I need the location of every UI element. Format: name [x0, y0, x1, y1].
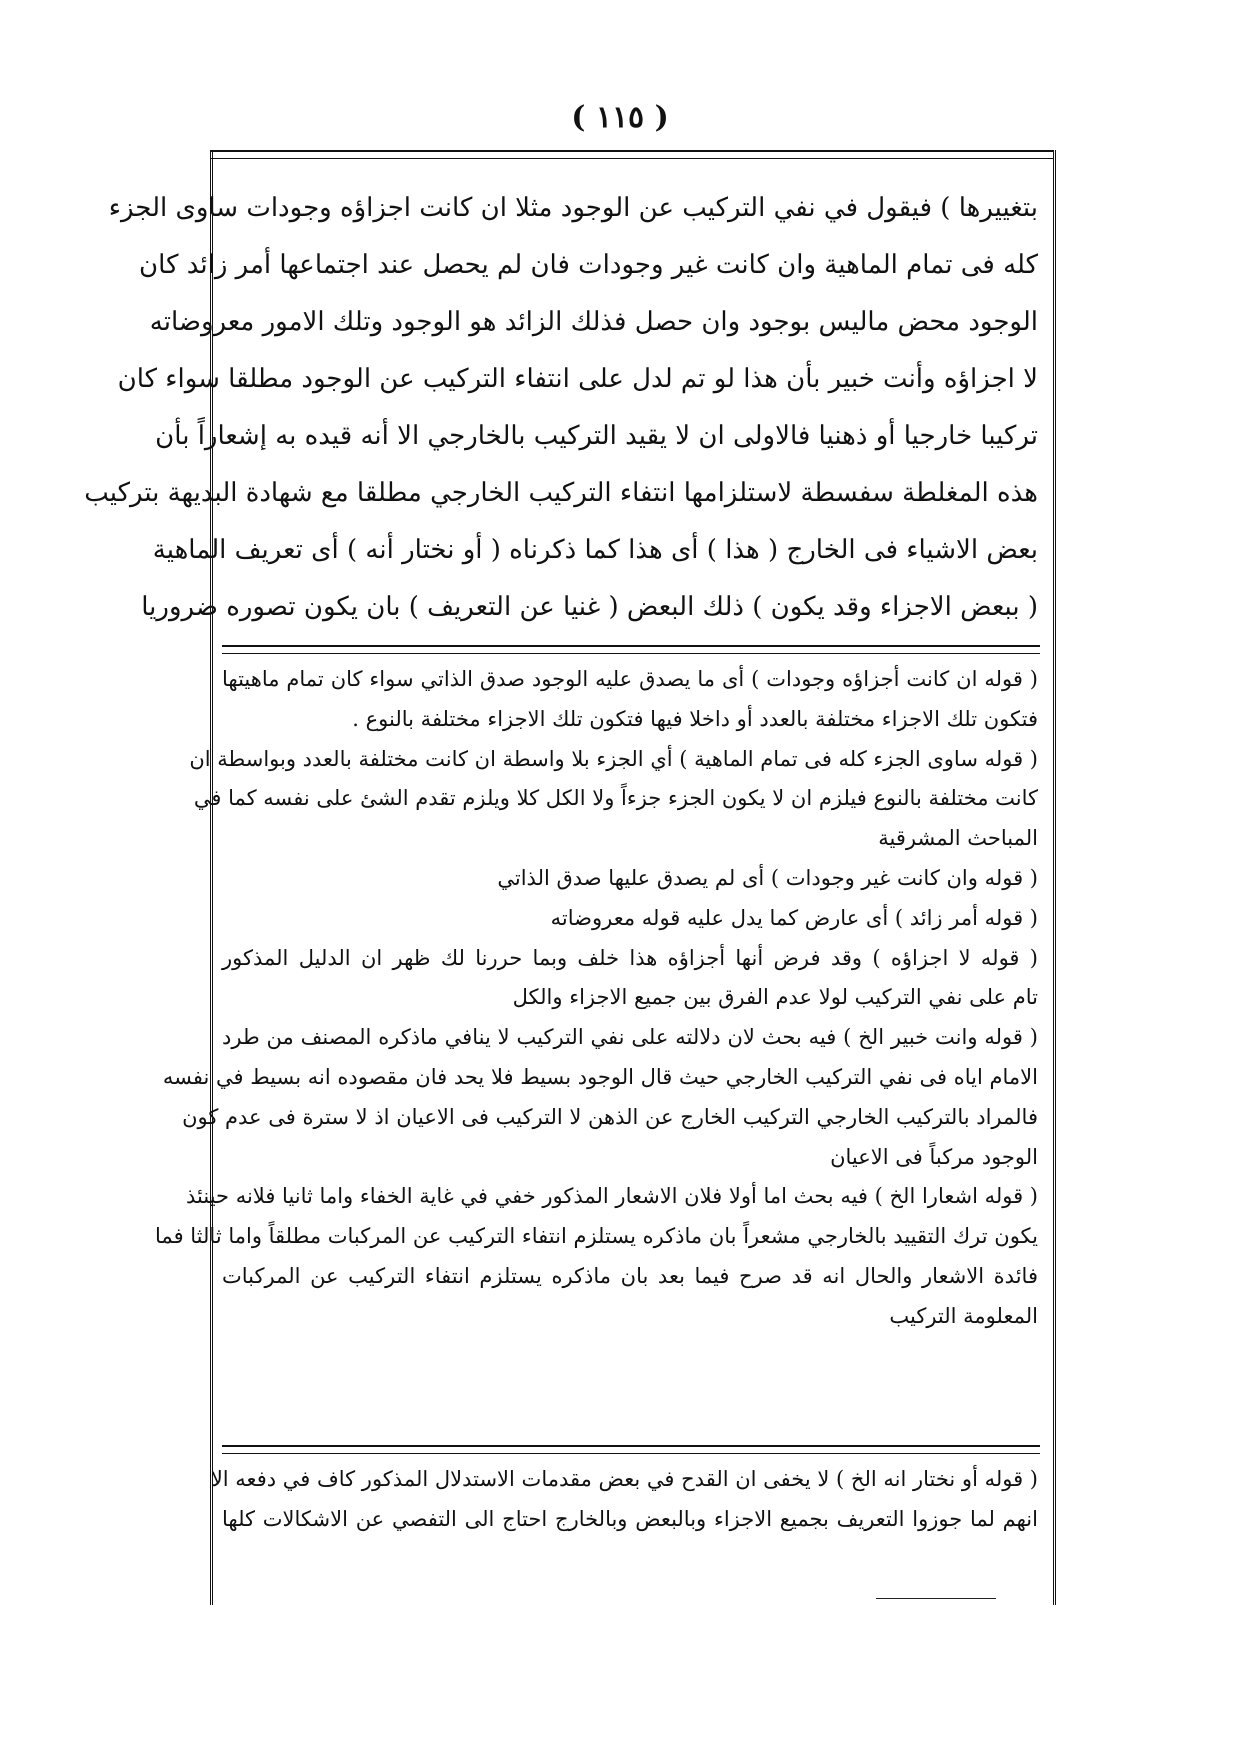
note-line: فائدة الاشعار والحال انه قد صرح فيما بعد بان ماذكره يستلزم انتفاء التركيب عن المركبات	[222, 1263, 1038, 1288]
main-text-line: هذه المغلطة سفسطة لاستلزامها انتفاء التركيب الخارجي مطلقا مع شهادة البديهة بتركيب	[84, 478, 1038, 508]
section-divider	[222, 645, 1040, 654]
note-line: فالمراد بالتركيب الخارجي التركيب الخارج عن الذهن لا التركيب فى الاعيان اذ لا سترة فى عدم كون	[182, 1104, 1038, 1129]
main-text-line: ( ببعض الاجزاء وقد يكون ) ذلك البعض ( غنيا عن التعريف ) بان يكون تصوره ضروريا	[141, 592, 1038, 622]
note-line: ( قوله أمر زائد ) أى عارض كما يدل عليه قوله معروضاته	[550, 905, 1038, 930]
note-line: انهم لما جوزوا التعريف بجميع الاجزاء وبالبعض وبالخارج احتاج الى التفصي عن الاشكالات كلها	[222, 1506, 1038, 1531]
note-line: يكون ترك التقييد بالخارجي مشعراً بان ماذكره يستلزم انتفاء التركيب عن المركبات مطلقاً واما ثالثا فما	[155, 1224, 1038, 1249]
main-text-block	[84, 180, 1038, 636]
note-line: ( قوله ساوى الجزء كله فى تمام الماهية ) أي الجزء بلا واسطة ان كانت مختلفة بالعدد وبواسطة ان	[189, 746, 1038, 771]
note-line: ( قوله اشعارا الخ ) فيه بحث اما أولا فلان الاشعار المذكور خفي في غاية الخفاء واما ثانيا فلانه حينئذ	[186, 1184, 1038, 1209]
main-text-line: لا اجزاؤه وأنت خبير بأن هذا لو تم لدل على انتفاء التركيب عن الوجود مطلقا سواء كان	[117, 364, 1038, 394]
page-number: ( ١١٥ )	[571, 100, 669, 135]
note-line: ( قوله أو نختار انه الخ ) لا يخفى ان القدح في بعض مقدمات الاستدلال المذكور كاف في دفعه الا	[210, 1467, 1038, 1491]
note-line: الوجود مركباً فى الاعيان	[830, 1144, 1038, 1169]
main-text-line: بتغييرها ) فيقول في نفي التركيب عن الوجود مثلا ان كانت اجزاؤه وجودات ساوى الجزء	[108, 193, 1038, 223]
note-line: المعلومة التركيب	[889, 1303, 1038, 1328]
bottom-rule	[876, 1598, 996, 1599]
frame-top-rule	[210, 150, 1053, 159]
notes-block-2	[210, 1460, 1038, 1540]
note-line: الامام اياه فى نفي التركيب الخارجي حيث قال الوجود بسيط فلا يحد فان مقصوده انه بسيط في نفسه	[162, 1064, 1038, 1089]
notes-block-1	[155, 660, 1038, 1337]
section-divider	[222, 1445, 1040, 1454]
note-line: ( قوله ان كانت أجزاؤه وجودات ) أى ما يصدق عليه الوجود صدق الذاتي سواء كان تمام ماهيتها	[222, 667, 1038, 691]
note-line: ( قوله وانت خبير الخ ) فيه بحث لان دلالته على نفي التركيب لا ينافي ماذكره المصنف من طرد	[222, 1025, 1038, 1050]
note-line: ( قوله لا اجزاؤه ) وقد فرض أنها أجزاؤه هذا خلف وبما حررنا لك ظهر ان الدليل المذكور	[222, 945, 1038, 970]
note-line: كانت مختلفة بالنوع فيلزم ان لا يكون الجزء جزءاً ولا الكل كلا ويلزم تقدم الشئ على نفسه كما في	[193, 786, 1038, 811]
main-text-line: الوجود محض ماليس بوجود وان حصل فذلك الزائد هو الوجود وتلك الامور معروضاته	[149, 307, 1038, 337]
main-text-line: بعض الاشياء فى الخارج ( هذا ) أى هذا كما ذكرناه ( أو نختار أنه ) أى تعريف الماهية	[152, 535, 1038, 565]
note-line: فتكون تلك الاجزاء مختلفة بالعدد أو داخلا فيها فتكون تلك الاجزاء مختلفة بالنوع .	[352, 706, 1038, 731]
note-line: تام على نفي التركيب لولا عدم الفرق بين جميع الاجزاء والكل	[512, 985, 1038, 1010]
note-line: المباحث المشرقية	[878, 826, 1038, 851]
note-line: ( قوله وان كانت غير وجودات ) أى لم يصدق عليها صدق الذاتي	[497, 865, 1038, 890]
main-text-line: تركيبا خارجيا أو ذهنيا فالاولى ان لا يقيد التركيب بالخارجي الا أنه قيده به إشعاراً بأن	[155, 421, 1038, 451]
main-text-line: كله فى تمام الماهية وان كانت غير وجودات فان لم يحصل عند اجتماعها أمر زائد كان	[139, 250, 1038, 280]
